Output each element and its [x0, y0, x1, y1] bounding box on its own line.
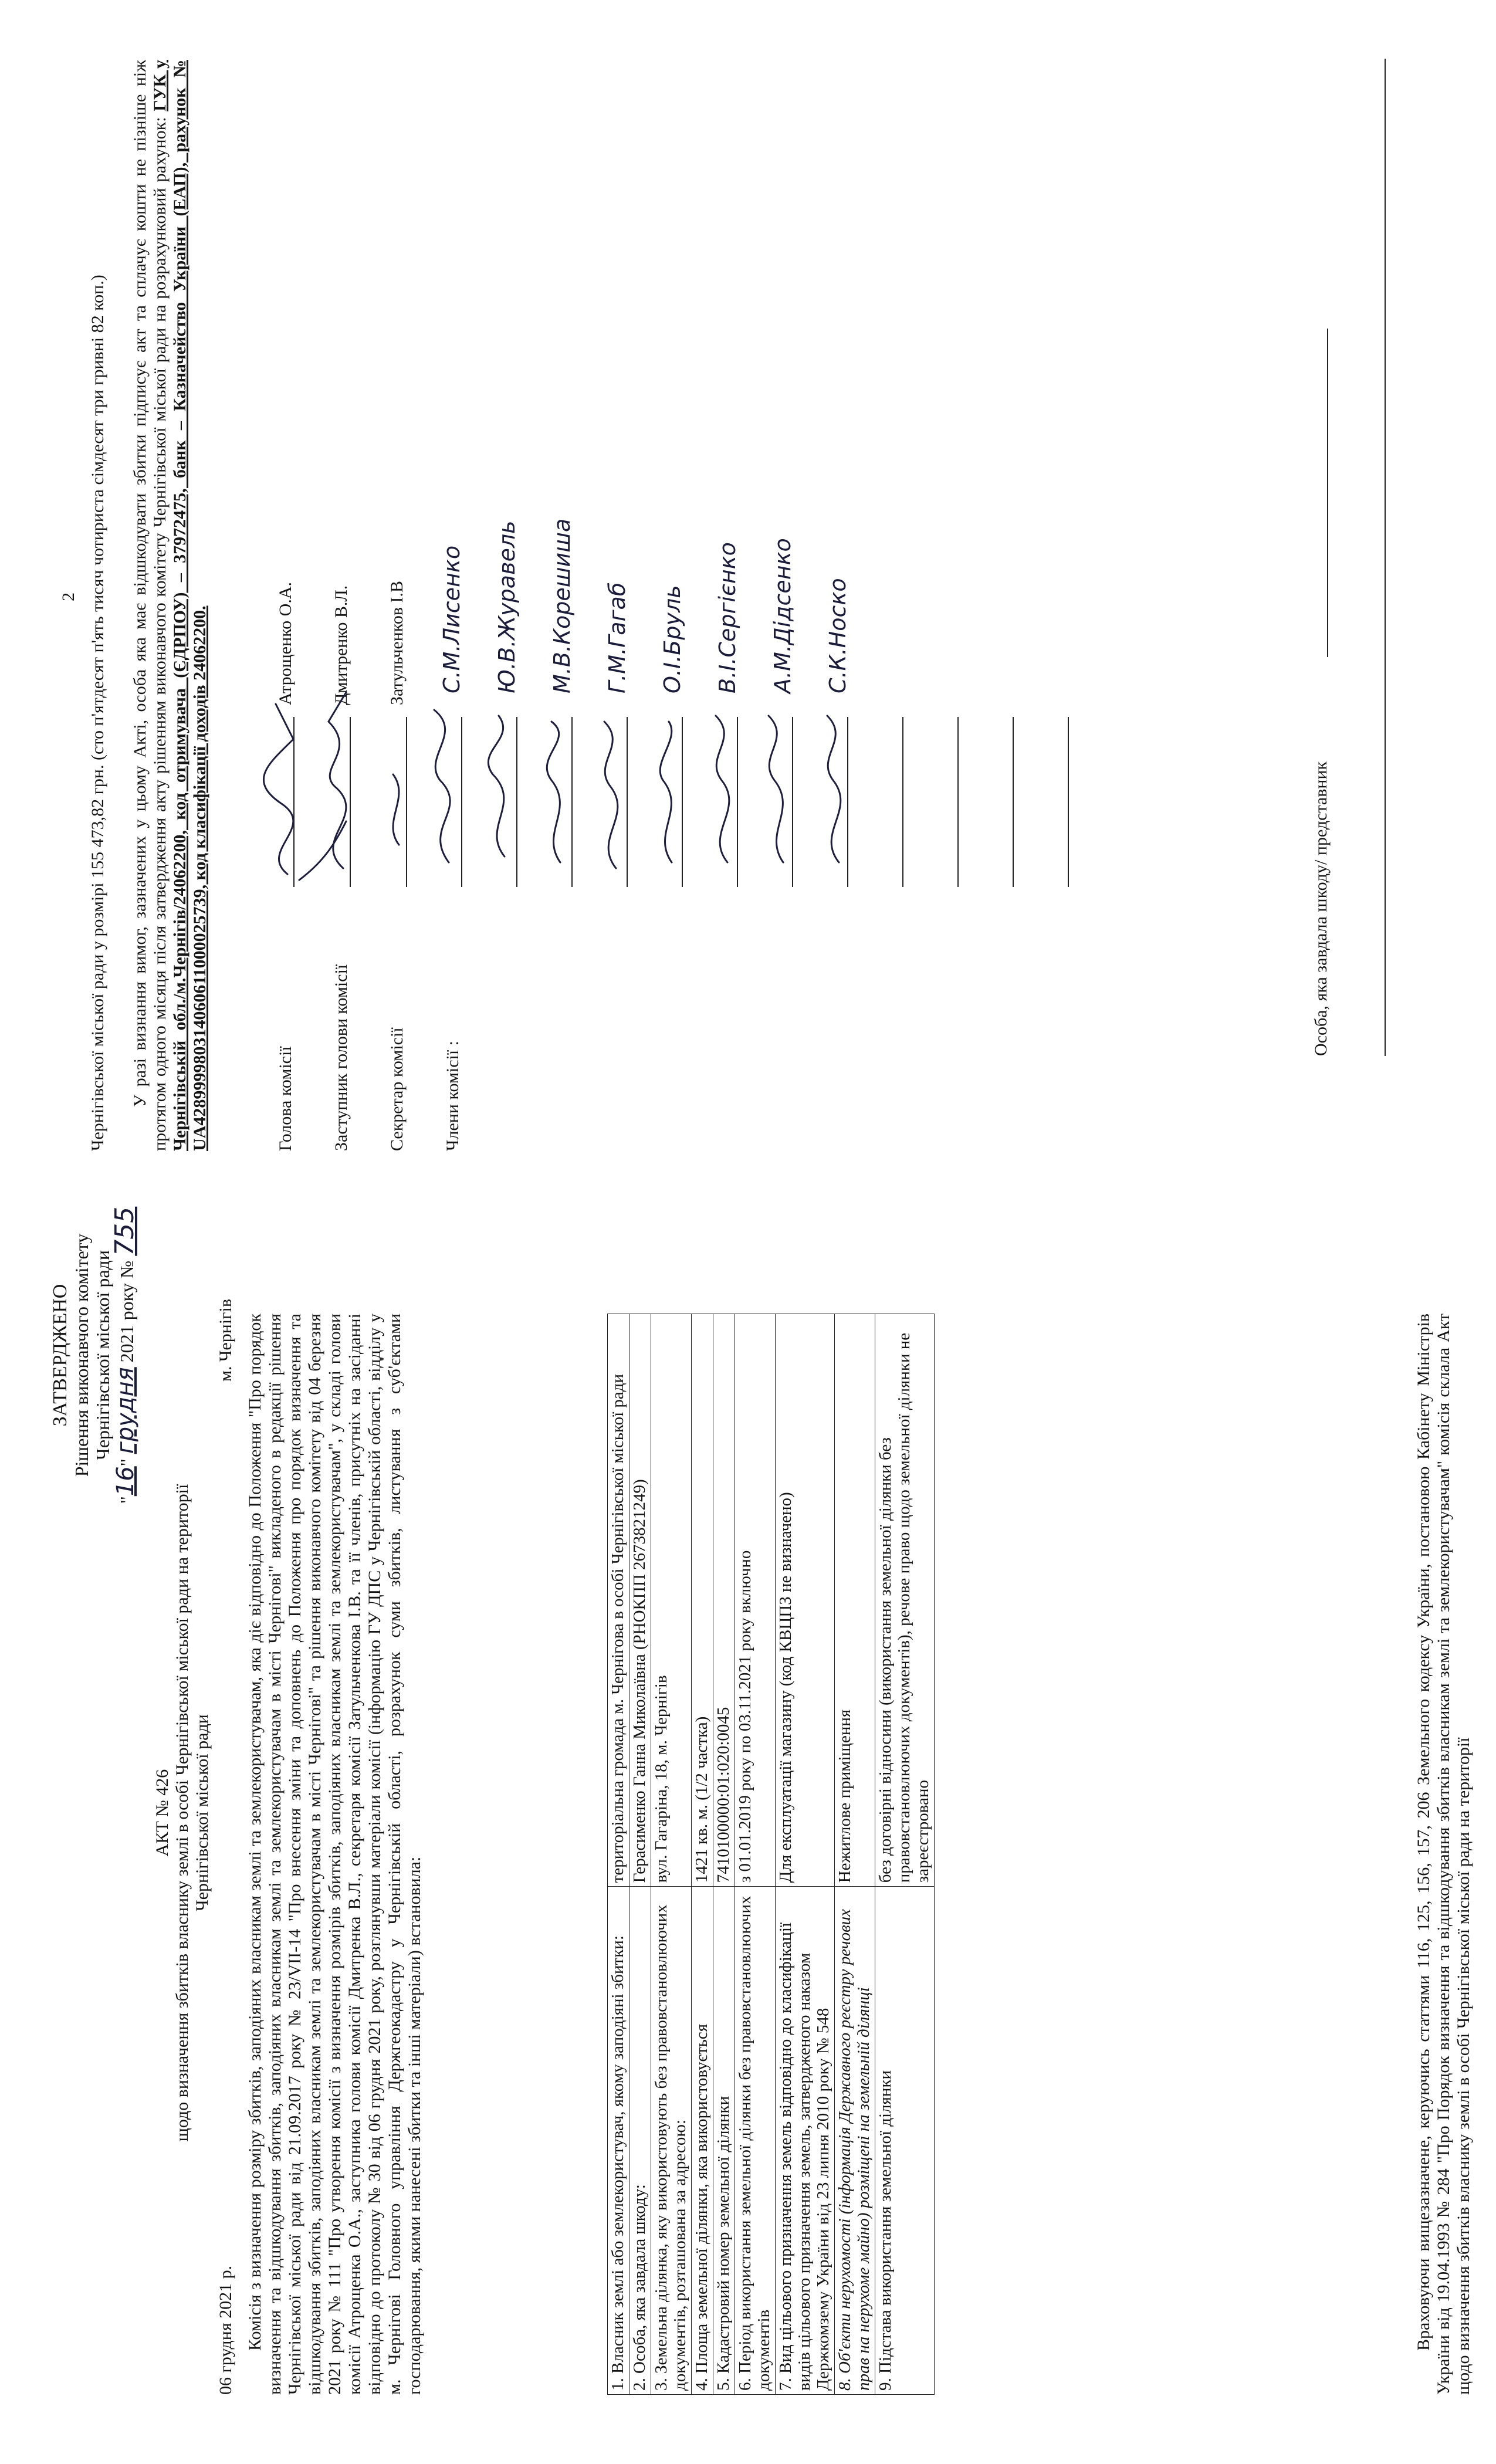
approval-stamp: ЗАТВЕРДЖЕНО — [49, 1284, 71, 1427]
table-cell-question: 3. Земельна ділянка, яку використовують без правовстановлюючих документів, розташована за адресою: — [651, 1887, 692, 2395]
table-row — [713, 1314, 735, 2395]
member-name-handwritten: Г.М.Гагаб — [604, 582, 630, 693]
table-cell-answer: Нежитлове приміщення — [835, 1314, 875, 1887]
table-cell-answer: Герасименко Ганна Миколаївна (РНОКПП 2673821249) — [629, 1314, 651, 1887]
table-row — [735, 1314, 776, 2395]
member-name-handwritten: О.І.Бруль — [659, 585, 685, 693]
offender-label: Особа, яка завдала шкоду/ представник — [1311, 761, 1331, 1056]
approval-line-2: Чернігівської міської ради — [92, 1250, 113, 1460]
table-cell-answer: Для експлуатації магазину (код КВЦПЗ не визначено) — [776, 1314, 835, 1887]
table-cell-question: 7. Вид цільового призначення земель відповідно до класифікації видів цільового призначення земель, затвердженого наказом Держкомзему України від 23 липня 2010 року № 548 — [776, 1887, 835, 2395]
table-cell-question: 1. Власник землі або землекористувач, якому заподіяні збитки: — [608, 1887, 629, 2395]
handwritten-day: 16 — [112, 1466, 139, 1497]
bank-account-details: ГУК у Чернігівській обл./м.Чернігів/24062200, код отримувача (ЄДРПОУ) – 37972475, банк – Казначейство України (ЕАП), рахунок № UA428999980314060611000025739, код класифікації доходів 24062200. — [150, 59, 209, 1151]
member-name-handwritten: Ю.В.Журавель — [494, 520, 520, 693]
act-title: АКТ № 426 — [153, 1769, 172, 1857]
approval-line-1: Рішення виконавчого комітету — [71, 1233, 92, 1477]
act-subtitle-2: Чернігівської міської ради — [192, 1714, 212, 1911]
payment-instruction: У разі визнання вимог, зазначених у цьому Акті, особа яка має відшкодувати збитки підписує акт та сплачує кошти не пізніше ніж протягом одного місяця після затвердження акту рішенням виконавчого комітету Чернігівської міської ради на розрахунковий рахунок: — [130, 60, 170, 1151]
table-cell-question: 6. Період використання земельної ділянки без правовстановлюючих документів — [735, 1887, 776, 2395]
table-row — [835, 1314, 875, 2395]
member-name-handwritten: В.І.Сергієнко — [715, 542, 740, 693]
table-cell-question: 9. Підстава використання земельної ділянки — [875, 1887, 935, 2395]
table-cell-question: 4. Площа земельної ділянки, яка використовується — [692, 1887, 713, 2395]
name-secretary: Затульченков І.В — [387, 580, 407, 705]
handwritten-number: 755 — [110, 1206, 140, 1256]
table-cell-question: 5. Кадастровий номер земельної ділянки — [713, 1887, 735, 2395]
page-number: 2 — [59, 593, 78, 601]
table-cell-answer: з 01.01.2019 року по 03.11.2021 року включно — [735, 1314, 776, 1887]
table-row — [629, 1314, 651, 2395]
name-chair: Атрощенко О.А. — [276, 582, 295, 705]
handwritten-month: грудня — [112, 1367, 139, 1454]
table-row — [608, 1314, 629, 2395]
member-name-handwritten: С.К.Носко — [825, 578, 851, 693]
table-row — [692, 1314, 713, 2395]
act-city: м. Чернігів — [216, 1299, 235, 1382]
closing-paragraph: Враховуючи вищезазначене, керуючись статтями 116, 125, 156, 157, 206 Земельного кодексу України, постановою Кабінету Міністрів України від 19.04.1993 № 284 "Про Порядок визначення та відшкодування збитків власникам землі та землекористувачам" комісія склала Акт щодо визначення збитків власнику землі в особі Чернігівської міської ради на території — [1414, 1314, 1473, 2395]
act-heading — [153, 1314, 212, 2311]
table-cell-answer: 7410100000:01:020:0045 — [713, 1314, 735, 1887]
facts-table — [607, 1314, 935, 2395]
offender-signature-line — [1327, 329, 1328, 657]
act-intro-paragraph: Комісія з визначення розміру збитків, заподіяних власникам землі та землекористувачам, яка діє відповідно до Положення "Про порядок визначення та відшкодування збитків, заподіяних власникам землі та землекористувачам в місті Чернігові" викладеного в редакції рішення Чернігівської міської ради від 21.09.2017 року № 23/VII-14 "Про внесення зміни та доповнень до Положення про порядок визначення та відшкодування збитків, заподіяних власникам землі та землекористувачам в місті Чернігові" та рішення виконавчого комітету від 04 березня 2021 року № 111 "Про утворення комісії з визначення розмірів збитків, заподіяних власникам землі та землекористувачам", у складі голови комісії Атрощенка О.А., заступника голови комісії Дмитренка В.Л., секретаря комісії Затульченкова І.В. та її членів, присутніх на засіданні відповідно до протоколу № 30 від 06 грудня 2021 року, розглянувши матеріали комісії (інформацію ГУ ДПС у Чернігівській області, відділу у м. Чернігові Головного управління Держгеокадастру у Чернігівській області, розрахунок суми збитків, листування з суб'єктами господарювання, якими нанесені збитки та інші матеріали) встановила: — [245, 1314, 424, 2395]
act-date: 06 грудня 2021 р. — [216, 2265, 235, 2395]
approval-date: "16" грудня 2021 року № 755 — [110, 1206, 140, 1504]
member-name-handwritten: С.М.Лисенко — [439, 545, 465, 693]
table-cell-answer: територіальна громада м. Чернігова в особі Чернігівської міської ради — [608, 1314, 629, 1887]
signatures-image — [246, 505, 1126, 915]
table-row — [776, 1314, 835, 2395]
name-deputy: Дмитренко В.Л. — [331, 585, 351, 705]
table-cell-answer: 1421 кв. м. (1/2 частка) — [692, 1314, 713, 1887]
role-members: Члени комісії : — [443, 1040, 462, 1151]
member-name-handwritten: А.М.Дідсенко — [770, 538, 796, 693]
table-row — [651, 1314, 692, 2395]
table-cell-question: 2. Особа, яка завдала шкоду: — [629, 1887, 651, 2395]
table-cell-question: 8. Об'єкти нерухомості (інформація Державного реєстру речових прав на нерухоме майно) розміщені на земельній ділянці — [835, 1887, 875, 2395]
role-secretary: Секретар комісії — [387, 1027, 407, 1151]
page2-continuation: Чернігівської міської ради у розмірі 155 473,82 грн. (сто п'ятдесят п'ять тисяч чотириста сімдесят три гривні 82 коп.) — [88, 275, 107, 1151]
table-row — [875, 1314, 935, 2395]
offender-name-line — [1385, 59, 1386, 1056]
role-chair: Голова комісії — [276, 1046, 295, 1151]
table-cell-answer: без договірні відносини (використання земельної ділянки без правовстановлюючих документів), речове право щодо земельної ділянки не зареєстровано — [875, 1314, 935, 1887]
table-cell-answer: вул. Гагаріна, 18, м. Чернігів — [651, 1314, 692, 1887]
facts-table-wrap — [607, 1314, 935, 2395]
member-name-handwritten: М.В.Корешиша — [549, 518, 575, 693]
role-deputy: Заступник голови комісії — [331, 964, 351, 1151]
act-subtitle-1: щодо визначення збитків власнику землі в особі Чернігівської міської ради на території — [172, 1484, 192, 2142]
approval-block — [49, 1162, 140, 1549]
